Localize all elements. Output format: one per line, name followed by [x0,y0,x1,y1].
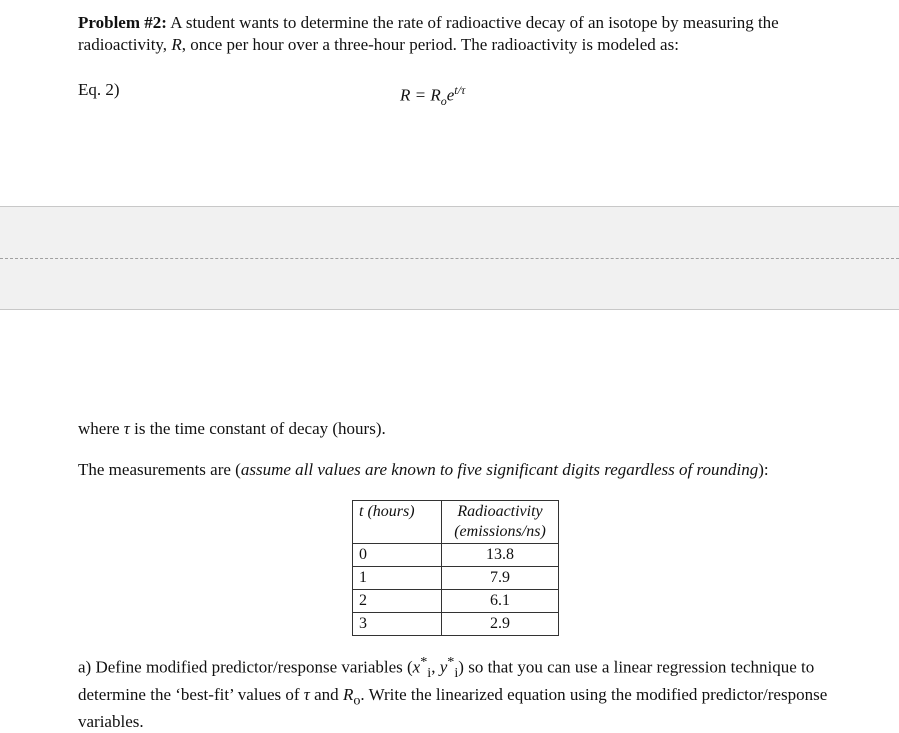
part-a-text-3: and [309,685,343,705]
equation-base: e [446,85,455,105]
header-radioactivity [442,501,559,544]
cell-r: 7.9 [442,567,559,590]
cell-t: 2 [353,590,442,613]
table-row [353,590,559,613]
cell-r: 2.9 [442,613,559,636]
equation-label: Eq. 2) [78,80,120,99]
part-a-text-4: . Write the linearized equation using the modified predictor/response variables. [78,685,828,732]
cell-t: 3 [353,613,442,636]
cell-r: 6.1 [442,590,559,613]
where-pre: where [78,419,124,438]
header-t-hours: t (hours) [353,501,442,544]
header-radioactivity-line1: Radioactivity [457,503,543,520]
part-a-text-1: a) Define modified predictor/response variables ( [78,657,413,677]
tau-symbol: τ [123,419,130,438]
var-y: y [439,657,448,677]
table-row [353,567,559,590]
var-x: x [412,657,421,677]
header-radioactivity-line2: (emissions/ns) [454,523,546,540]
var-x-sub: i [427,665,432,682]
where-line [78,418,848,440]
data-table [352,500,559,636]
part-a [78,651,848,733]
problem-intro [78,12,848,56]
part-a-r-sub: o [353,692,361,709]
measurements-post: ): [758,460,769,479]
equation [400,79,465,112]
equation-lhs: R = R [400,85,441,105]
equation-exponent: t/τ [454,83,466,97]
measurements-line [78,459,848,481]
intro-text-1: A student wants to determine the rate of radioactive decay of an isotope by measuring the radioactivity, [78,13,779,54]
problem-heading: Problem #2: [78,13,167,32]
page-break-line [0,258,899,259]
table-header-row [353,501,559,544]
var-y-star: * [447,654,455,670]
part-a-tau: τ [303,685,310,705]
equation-subscript: o [440,94,447,109]
measurements-note: assume all values are known to five significant digits regardless of rounding [240,460,759,479]
where-post: is the time constant of decay (hours). [129,419,386,438]
variable-r: R [171,35,182,54]
page-break [0,206,899,310]
part-a-r: R [342,685,354,705]
cell-t: 0 [353,544,442,567]
measurements-pre: The measurements are ( [78,460,241,479]
cell-t: 1 [353,567,442,590]
table-row [353,613,559,636]
equation-row [78,79,848,109]
intro-text-2: , once per hour over a three-hour period. The radioactivity is modeled as: [181,35,679,54]
part-a-text-2: ) so that you can use a linear regression technique to determine the ‘best-fit’ values of [78,657,815,705]
var-y-sub: i [454,665,459,682]
cell-r: 13.8 [442,544,559,567]
var-x-star: * [420,654,428,670]
table-row [353,544,559,567]
var-separator: , [431,657,440,677]
